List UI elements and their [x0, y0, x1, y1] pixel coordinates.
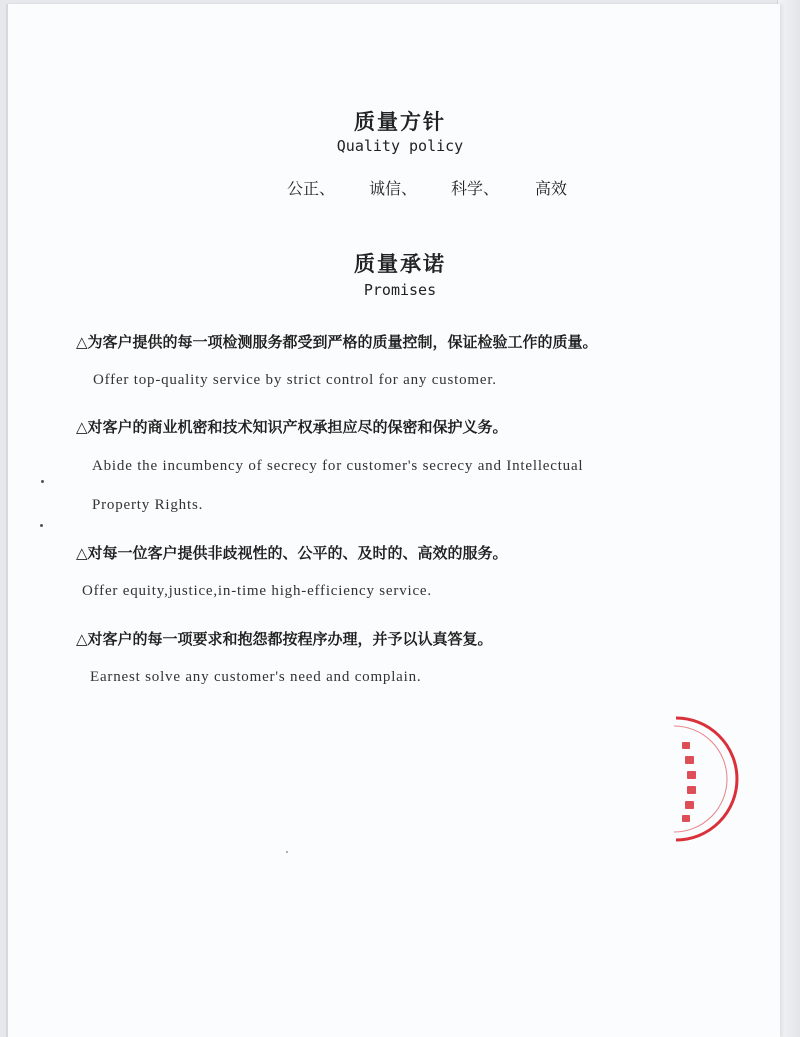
document-page [6, 4, 780, 1037]
policy-value: 科学、 [451, 179, 500, 198]
promises-title-cn: 质量承诺 [354, 252, 446, 276]
seal-glyph [687, 771, 696, 779]
quality-policy-values [0, 176, 800, 200]
promise-item-en: Property Rights. [92, 497, 204, 513]
official-seal [668, 714, 720, 844]
promise-item-en: Offer top-quality service by strict control for any customer. [93, 372, 497, 388]
promise-item-en: Earnest solve any customer's need and complain. [90, 669, 422, 685]
quality-policy-title-en: Quality policy [336, 137, 464, 155]
promise-item-en: Abide the incumbency of secrecy for customer's secrecy and Intellectual [92, 458, 584, 474]
promises-title-en: Promises [363, 281, 437, 299]
scan-speck [286, 851, 288, 853]
promise-item-cn: △为客户提供的每一项检测服务都受到严格的质量控制，保证检验工作的质量。 [76, 333, 598, 351]
policy-value: 高效 [535, 179, 568, 198]
page-edge-strip [777, 0, 800, 1037]
promise-item-cn: △对每一位客户提供非歧视性的、公平的、及时的、高效的服务。 [76, 544, 508, 562]
seal-glyph [682, 742, 690, 749]
promise-item-cn: △对客户的每一项要求和抱怨都按程序办理，并予以认真答复。 [76, 630, 493, 648]
scan-speck [40, 524, 43, 527]
seal-glyph [685, 756, 694, 764]
seal-glyph [685, 801, 694, 809]
scan-speck [41, 480, 44, 483]
seal-glyph [682, 815, 690, 822]
quality-policy-title-cn: 质量方针 [354, 110, 446, 134]
promise-item-cn: △对客户的商业机密和技术知识产权承担应尽的保密和保护义务。 [76, 418, 508, 436]
policy-value: 公正、 [287, 179, 336, 198]
seal-inner-ring [674, 726, 727, 832]
policy-value: 诚信、 [369, 179, 418, 198]
promise-item-en: Offer equity,justice,in-time high-efficiency service. [82, 583, 432, 599]
seal-glyph [687, 786, 696, 794]
